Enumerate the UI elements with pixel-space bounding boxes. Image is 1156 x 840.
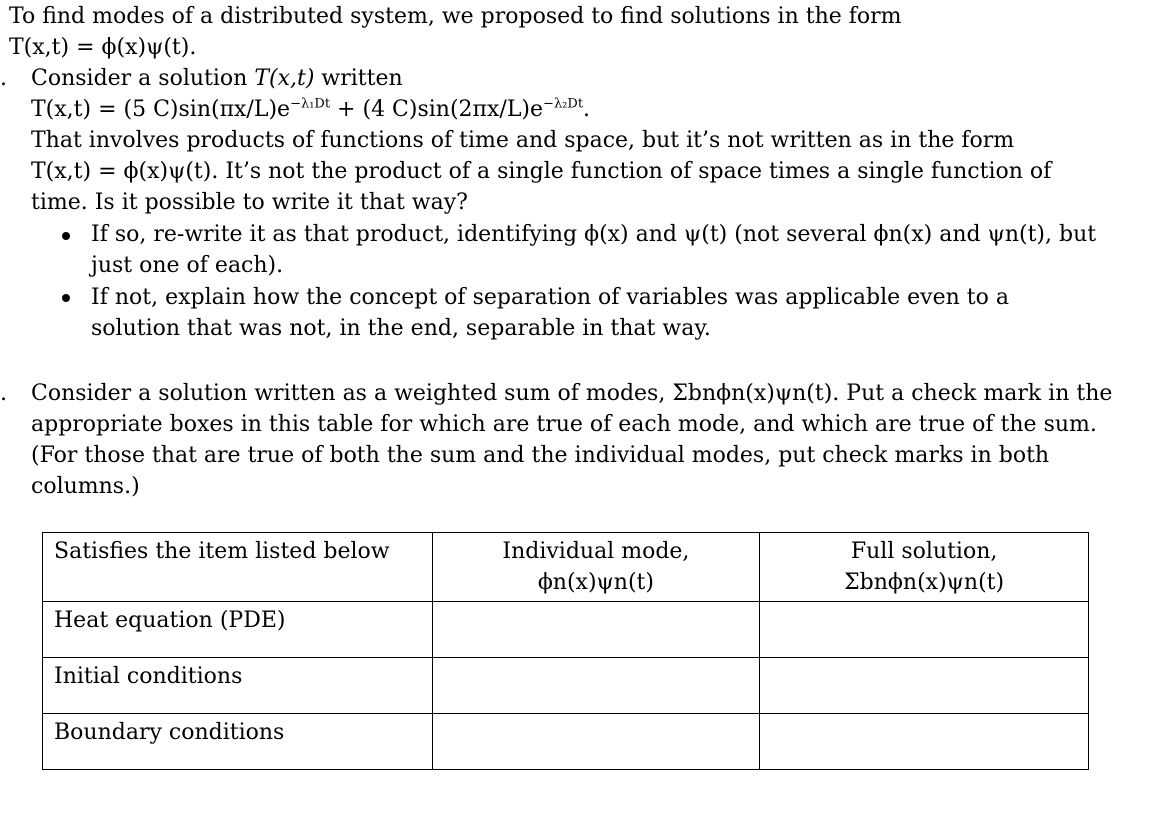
q1-eq-part2: + (4 C)sin(2πx/L)e — [330, 97, 544, 122]
checkbox-cell-initial-full[interactable] — [760, 658, 1089, 714]
row-label-boundary-conditions: Boundary conditions — [43, 714, 433, 770]
q1-lead — [31, 63, 403, 94]
q2-line-4: columns.) — [31, 474, 140, 499]
table-header-row — [43, 533, 1089, 602]
bullet-1-line-1: If so, re-write it as that product, identifying ϕ(x) and ψ(t) (not several ϕn(x) and ψn(t), but — [91, 222, 1097, 247]
header-individual-mode-line1: Individual mode, — [502, 539, 690, 564]
row-label-initial-conditions: Initial conditions — [43, 658, 433, 714]
checkbox-cell-boundary-full[interactable] — [760, 714, 1089, 770]
bullet-2-dot — [62, 294, 70, 302]
header-full-solution — [760, 533, 1089, 602]
header-individual-mode — [432, 533, 760, 602]
q2-marker: . — [0, 381, 7, 406]
q2-line-3: (For those that are true of both the sum and the individual modes, put check marks in both — [31, 443, 1050, 468]
q1-body-line-1: That involves products of functions of time and space, but it’s not written as in the form — [31, 128, 1015, 153]
table-row — [43, 602, 1089, 658]
modes-table — [42, 532, 1089, 770]
header-full-solution-line2: Σbnϕn(x)ψn(t) — [844, 570, 1005, 595]
header-full-solution-line1: Full solution, — [850, 539, 998, 564]
q1-body-line-2: T(x,t) = ϕ(x)ψ(t). It’s not the product of a single function of space times a single function of — [31, 159, 1052, 184]
checkbox-cell-boundary-individual[interactable] — [432, 714, 760, 770]
q2-line-1: Consider a solution written as a weighted sum of modes, Σbnϕn(x)ψn(t). Put a check mark in the — [31, 381, 1113, 406]
q1-marker: . — [0, 66, 7, 91]
q1-eq-part1: T(x,t) = (5 C)sin(πx/L)e — [31, 97, 291, 122]
q2-line-2: appropriate boxes in this table for which are true of each mode, and which are true of the sum. — [31, 412, 1097, 437]
bullet-2-line-1: If not, explain how the concept of separation of variables was applicable even to a — [91, 285, 1009, 310]
intro-line-2: T(x,t) = ϕ(x)ψ(t). — [9, 35, 197, 60]
q1-lead-math: T(x,t) — [254, 66, 315, 91]
q1-body-line-3: time. Is it possible to write it that way? — [31, 190, 468, 215]
checkbox-cell-initial-individual[interactable] — [432, 658, 760, 714]
q1-lead-text: Consider a solution — [31, 66, 255, 91]
q1-eq-exponent1: −λ₁Dt — [290, 96, 331, 112]
q1-lead-tail: written — [314, 66, 403, 91]
q1-eq-end: . — [583, 97, 591, 122]
intro-line-1: To find modes of a distributed system, we proposed to find solutions in the form — [9, 4, 902, 29]
checkbox-cell-heat-individual[interactable] — [432, 602, 760, 658]
header-criterion — [43, 533, 433, 602]
header-individual-mode-line2: ϕn(x)ψn(t) — [537, 570, 654, 595]
bullet-2-line-2: solution that was not, in the end, separable in that way. — [91, 316, 711, 341]
table-row — [43, 714, 1089, 770]
row-label-heat-equation: Heat equation (PDE) — [43, 602, 433, 658]
q1-eq-exponent2: −λ₂Dt — [543, 96, 584, 112]
header-criterion-label: Satisfies the item listed below — [54, 539, 390, 564]
bullet-1-dot — [62, 232, 70, 240]
table-row — [43, 658, 1089, 714]
q1-equation — [31, 94, 590, 125]
checkbox-cell-heat-full[interactable] — [760, 602, 1089, 658]
bullet-1-line-2: just one of each). — [91, 253, 284, 278]
